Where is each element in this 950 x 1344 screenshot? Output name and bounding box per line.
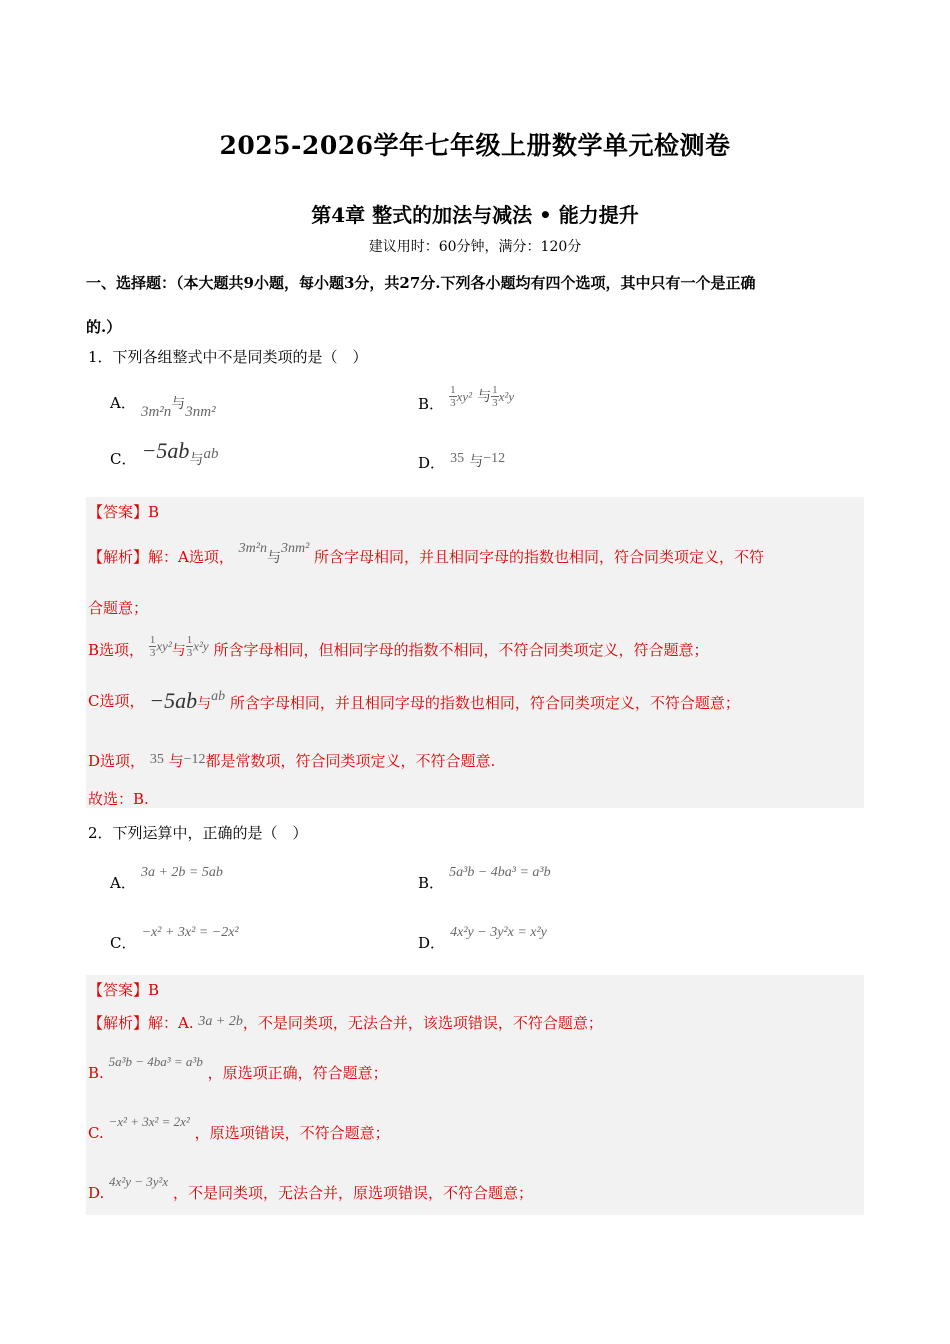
q1-exp-d-pre: D选项， [88,752,146,770]
q1-exp-d-yu: 与 [168,752,184,770]
time-info: 建议用时：60分钟，满分：120分 [368,239,582,255]
q1-exp-a-expr1: 3m²n [238,541,267,556]
page-title: 2025-2026学年七年级上册数学单元检测卷 [219,131,731,160]
q2-option-d-label: D． [418,934,446,952]
q2-exp-d-expr: 4x²y − 3y²x [109,1174,169,1189]
q2-option-b-expr: 5a³b − 4ba³ = a³b [449,865,551,880]
q1-option-a[interactable] [110,392,216,420]
q1-option-c-yu: 与 [189,452,204,468]
section-heading-line2: 的.） [86,318,122,336]
q2-option-a[interactable] [110,860,223,892]
q2-option-a-label: A． [110,874,136,892]
q2-exp-b-expr: 5a³b − 4ba³ = a³b [108,1054,203,1069]
q2-explanation-d [88,1170,858,1202]
q1-option-c-expr1: −5ab [141,438,190,463]
q2-exp-d-pre: D. [88,1184,105,1202]
q1-option-c-expr2: ab [203,446,219,462]
q2-option-a-expr: 3a + 2b = 5ab [140,865,223,880]
q2-exp-c-pre: C. [88,1124,104,1142]
q1-option-b-expr1: xy² [456,389,473,404]
q1-option-d-expr1: 35 [450,451,465,466]
q1-exp-b-frac2: $\frac{1}{3}$ [186,634,193,659]
q1-exp-b-frac1: $\frac{1}{3}$ [149,634,156,659]
q1-exp-b-expr2: x²y [193,638,209,654]
q1-option-c-label: C． [110,450,137,468]
section-heading [86,268,866,342]
q1-exp-a-yu: 与 [266,550,281,566]
q1-option-b-yu: 与 [477,389,492,405]
q2-option-c-label: C． [110,934,137,952]
q1-exp-c-expr1: −5ab [149,688,198,713]
q2-explanation-a [88,1012,858,1033]
q1-exp-b-pre: B选项， [88,640,145,659]
q2-exp-a-expr: 3a + 2b [198,1014,243,1029]
q2-answer: 【答案】B [88,981,160,999]
q1-option-d-yu: 与 [469,454,484,470]
section-heading-line1: 一、选择题：（本大题共9小题，每小题3分，共27分.下列各小题均有四个选项，其中只有一个是正确 [86,274,756,292]
q1-exp-a-post: 所含字母相同，并且相同字母的指数也相同，符合同类项定义，不符 [314,548,765,566]
q1-conclusion: 故选：B. [88,790,149,808]
q1-exp-d-expr2: −12 [183,752,206,767]
q2-exp-d-post: ，不是同类项，无法合并，原选项错误，不符合题意； [172,1184,533,1202]
q2-option-b[interactable] [418,860,551,892]
q1-option-b-expr2: x²y [498,389,515,404]
q2-option-d[interactable] [418,920,547,952]
q2-exp-c-post: ，原选项错误，不符合题意； [194,1124,390,1142]
q2-option-d-expr: 4x²y − 3y²x = x²y [450,925,547,940]
q1-exp-b-post: 所含字母相同，但相同字母的指数不相同，不符合同类项定义，符合题意； [213,640,709,659]
q2-explanation-c [88,1110,858,1142]
q1-exp-d-post: 都是常数项，符合同类项定义，不符合题意. [205,752,496,770]
chapter-subtitle: 第4章 整式的加法与减法 • 能力提升 [311,203,639,227]
q1-exp-a-expr2: 3nm² [280,541,310,556]
q1-option-d-expr2: −12 [483,451,506,466]
q1-option-b[interactable] [418,384,515,413]
q1-explanation-d [88,750,858,771]
q1-explanation-a [88,536,858,566]
q1-exp-c-expr2: ab [211,689,226,704]
q2-exp-a-post: ，不是同类项，无法合并，该选项错误，不符合题意； [242,1014,603,1032]
q1-option-b-frac2: $\frac{1}{3}$ [492,384,498,409]
q1-option-d-label: D． [418,454,446,472]
q1-exp-a-pre: 解：A选项， [148,548,234,566]
q1-exp-c-pre: C选项， [88,692,145,710]
q1-option-a-label: A． [110,394,136,412]
q2-exp-a-pre: 解：A. [148,1014,194,1032]
q2-exp-tag: 【解析】 [88,1014,149,1032]
q2-explanation-b [88,1050,858,1082]
q1-option-d[interactable] [418,446,506,472]
q1-exp-tag: 【解析】 [88,548,149,566]
q2-option-c[interactable] [110,920,239,952]
q1-option-a-yu: 与 [171,396,186,412]
q1-option-b-frac1: $\frac{1}{3}$ [450,384,456,409]
q1-stem: 1．下列各组整式中不是同类项的是（ ） [88,348,368,366]
q1-answer: 【答案】B [88,503,160,521]
q1-exp-c-post: 所含字母相同，并且相同字母的指数也相同，符合同类项定义，不符合题意； [229,694,740,712]
q1-option-b-label: B． [418,395,445,413]
q1-explanation-b [88,634,858,659]
q1-exp-b-expr1: xy² [156,638,172,654]
q1-option-c[interactable] [110,438,219,468]
q1-option-a-expr2: 3nm² [185,404,216,420]
q1-exp-c-yu: 与 [197,696,212,712]
q1-explanation-c [88,688,858,714]
q1-exp-a-line2: 合题意； [88,599,149,617]
q1-option-a-expr1: 3m²n [140,404,172,420]
q1-exp-b-yu: 与 [171,642,186,659]
q2-option-b-label: B． [418,874,445,892]
q2-exp-c-expr: −x² + 3x² = 2x² [108,1114,190,1129]
q2-exp-b-pre: B. [88,1064,104,1082]
q2-exp-b-post: ，原选项正确，符合题意； [207,1064,388,1082]
q2-stem: 2．下列运算中，正确的是（ ） [88,824,308,842]
q1-exp-d-expr1: 35 [149,752,164,767]
q2-option-c-expr: −x² + 3x² = −2x² [141,925,239,940]
